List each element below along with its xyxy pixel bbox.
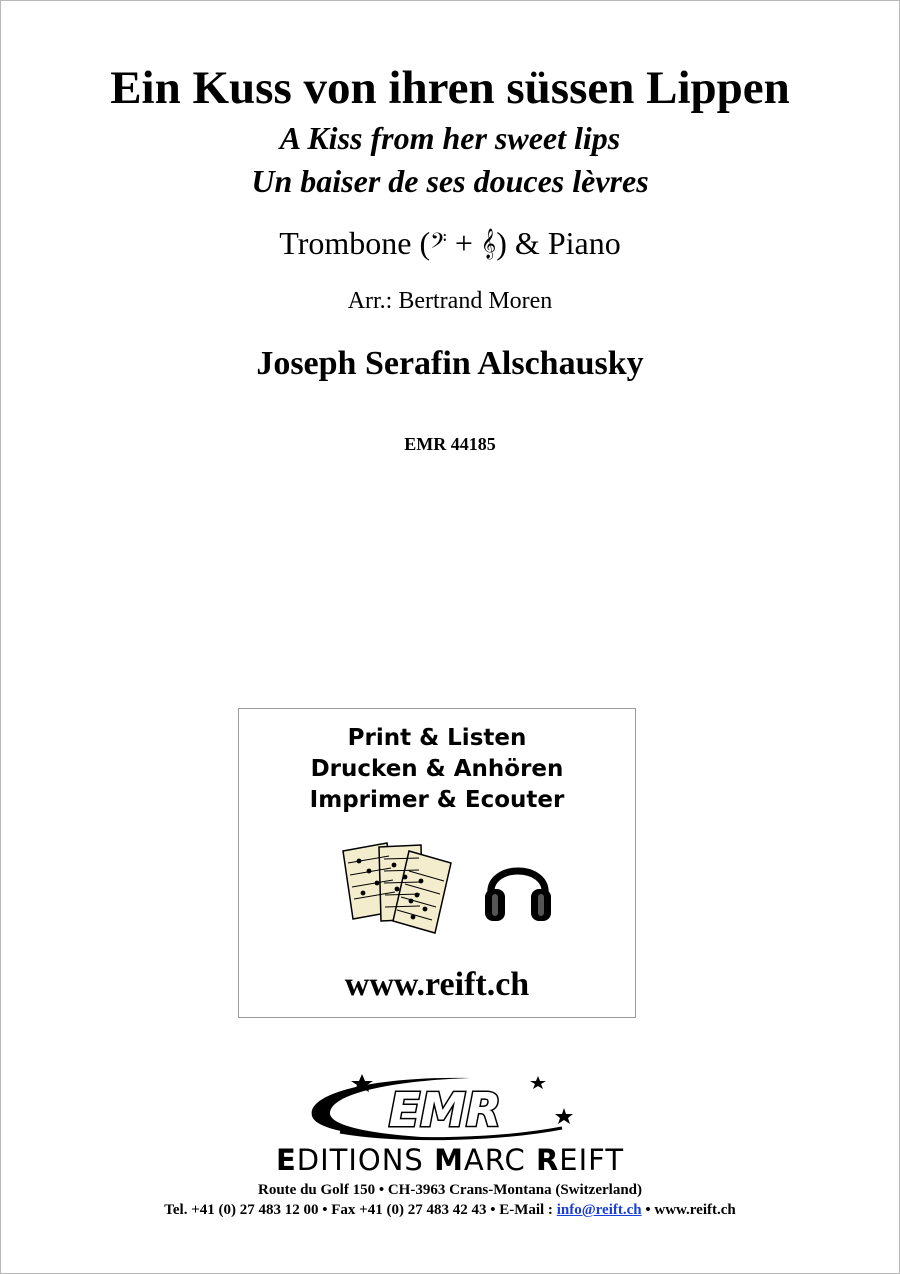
publisher-address: Route du Golf 150 • CH-3963 Crans-Montana (Switzerland)	[258, 1182, 642, 1198]
promo-line-english: Print & Listen	[347, 725, 527, 751]
contact-phone-fax: Tel. +41 (0) 27 483 12 00 • Fax +41 (0) 27 483 42 43 • E-Mail :	[164, 1202, 557, 1218]
title-english: A Kiss from her sweet lips	[279, 120, 621, 156]
publisher-wordmark	[0, 1143, 900, 1177]
instrumentation	[0, 222, 900, 265]
promo-line-german: Drucken & Anhören	[310, 756, 564, 782]
instrumentation-prefix: Trombone (	[279, 225, 431, 261]
headphones-icon	[483, 847, 553, 927]
wordmark-r: R	[535, 1143, 560, 1177]
title-german: Ein Kuss von ihren süssen Lippen	[110, 62, 790, 114]
email-link[interactable]: info@reift.ch	[556, 1202, 642, 1218]
promo-line-french: Imprimer & Ecouter	[309, 787, 565, 813]
arranger: Arr.: Bertrand Moren	[347, 288, 553, 314]
catalog-number: EMR 44185	[404, 434, 496, 454]
composer: Joseph Serafin Alschausky	[256, 345, 644, 382]
print-listen-box	[238, 708, 636, 1018]
wordmark-arc: ARC	[463, 1143, 536, 1177]
publisher-contact	[0, 1200, 900, 1220]
title-french: Un baiser de ses douces lèvres	[251, 163, 649, 199]
wordmark-m: M	[434, 1143, 464, 1177]
wordmark-e: E	[275, 1143, 297, 1177]
promo-website-link[interactable]: www.reift.ch	[344, 966, 530, 1003]
instrumentation-suffix: ) & Piano	[496, 225, 621, 261]
emr-logo-text: EMR	[388, 1083, 502, 1137]
instrumentation-plus: +	[446, 225, 481, 261]
contact-website: • www.reift.ch	[641, 1202, 736, 1218]
emr-logo-icon	[300, 1072, 590, 1142]
sheet-music-icon	[339, 841, 469, 936]
wordmark-ditions: DITIONS	[296, 1143, 435, 1177]
wordmark-eift: EIFT	[559, 1143, 625, 1177]
treble-clef-icon: 𝄞	[480, 229, 497, 259]
bass-clef-icon: 𝄢	[430, 229, 447, 259]
